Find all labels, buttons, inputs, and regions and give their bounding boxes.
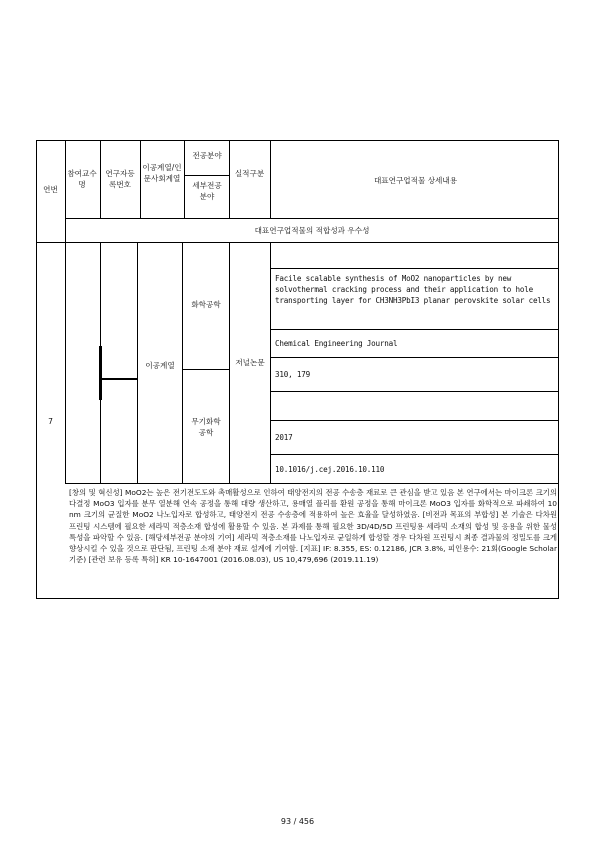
row-line-5	[270, 420, 559, 421]
body-col-line-4	[182, 242, 183, 483]
row-line-1	[270, 268, 559, 269]
row-result-type: 저널논문	[235, 358, 265, 367]
body-col-line-5	[229, 242, 230, 483]
redaction-bar	[99, 378, 137, 380]
row-major: 화학공학	[191, 300, 221, 309]
row-line-2	[270, 329, 559, 330]
subheader: 대표연구업적물의 적합성과 우수성	[254, 226, 370, 235]
subheader-divider	[36, 242, 559, 243]
header-result-type: 실적구분	[234, 169, 265, 178]
header-year: 연번	[43, 185, 58, 194]
journal-name: Chemical Engineering Journal	[275, 339, 398, 348]
body-col-line-3	[137, 242, 138, 483]
detail-major-divider	[182, 369, 229, 370]
description-divider	[65, 483, 559, 484]
col-line-5	[229, 140, 230, 218]
doi: 10.1016/j.cej.2016.10.110	[275, 465, 385, 474]
body-col-line-6	[270, 242, 271, 483]
row-line-3	[270, 357, 559, 358]
header-field-series: 이공계열/인문사회계열	[142, 163, 182, 183]
col-line-6	[270, 140, 271, 218]
redaction-bar	[99, 346, 102, 400]
col-line-2	[100, 140, 101, 218]
publication-year: 2017	[275, 433, 293, 442]
description-paragraph: [창의 및 혁신성] MoO2는 높은 전기전도도와 촉매활성으로 인하여 태양전지의 전공 수송층 재료로 큰 관심을 받고 있음 본 연구에서는 마이크론 크기의 다결정 MoO3 입자를 분무 열분해 연속 공정을 통해 대량 생산하고, 용매열 플리를 환원 공정을 통해 마이크론 MoO3 입자를 화학적으로 파쇄하여 10 nm 크기의 균질한 MoO2 나노입자로 합성하고, 태양전지 전공 수송층에 적용하여 높은 효율을 달성하였음. [비전과 목표의 부합성] 본 기술은 다차원 프린팅 시스템에 필요한 세라믹 적층소재 합성에 활용할 수 있음. 본 과제를 통해 필요한 3D/4D/5D 프린팅용 세라믹 소재의 합성 및 응용을 위한 물성 특성을 파악할 수 있음. [해당세부전공 분야의 기여] 세라믹 적층소재를 나노입자로 균일하게 합성할 경우 다차원 프린팅시 최종 결과물의 정밀도를 크게 향상시킬 수 있을 것으로 판단됨, 프린팅 소재 분야 재료 설계에 기여함. [지표] IF: 8.355, ES: 0.12186, JCR 3.8%, 피인용수: 21회(Google Scholar 기준) [관련 보유 등록 특허] KR 10-1647001 (2016.08.03), US 10,479,696 (2019.11.19)	[69, 488, 557, 565]
header-divider	[65, 218, 559, 219]
row-index: 7	[48, 417, 53, 426]
col-line-1	[65, 140, 66, 483]
row-detail-major: 무기화학공학	[191, 417, 221, 437]
page-number: 93 / 456	[280, 817, 315, 826]
col-line-3	[140, 140, 141, 218]
header-researcher: 연구자등록번호	[105, 169, 135, 189]
header-major: 전공분야	[192, 151, 222, 160]
paper-title: Facile scalable synthesis of MoO2 nanoparticles by new solvothermal cracking process and their application to hole transporting layer for CH3NH3PbI3 planar perovskite solar cells	[275, 274, 551, 305]
header-detail-major: 세부전공분야	[192, 181, 222, 201]
row-line-6	[270, 454, 559, 455]
major-divider	[184, 175, 229, 176]
header-participation: 참여교수명	[67, 169, 97, 189]
row-series: 이공계열	[145, 361, 175, 370]
volume-page: 310, 179	[275, 370, 310, 379]
header-details: 대표연구업적물 상세내용	[373, 176, 458, 185]
row-line-4	[270, 391, 559, 392]
col-line-4	[184, 140, 185, 218]
